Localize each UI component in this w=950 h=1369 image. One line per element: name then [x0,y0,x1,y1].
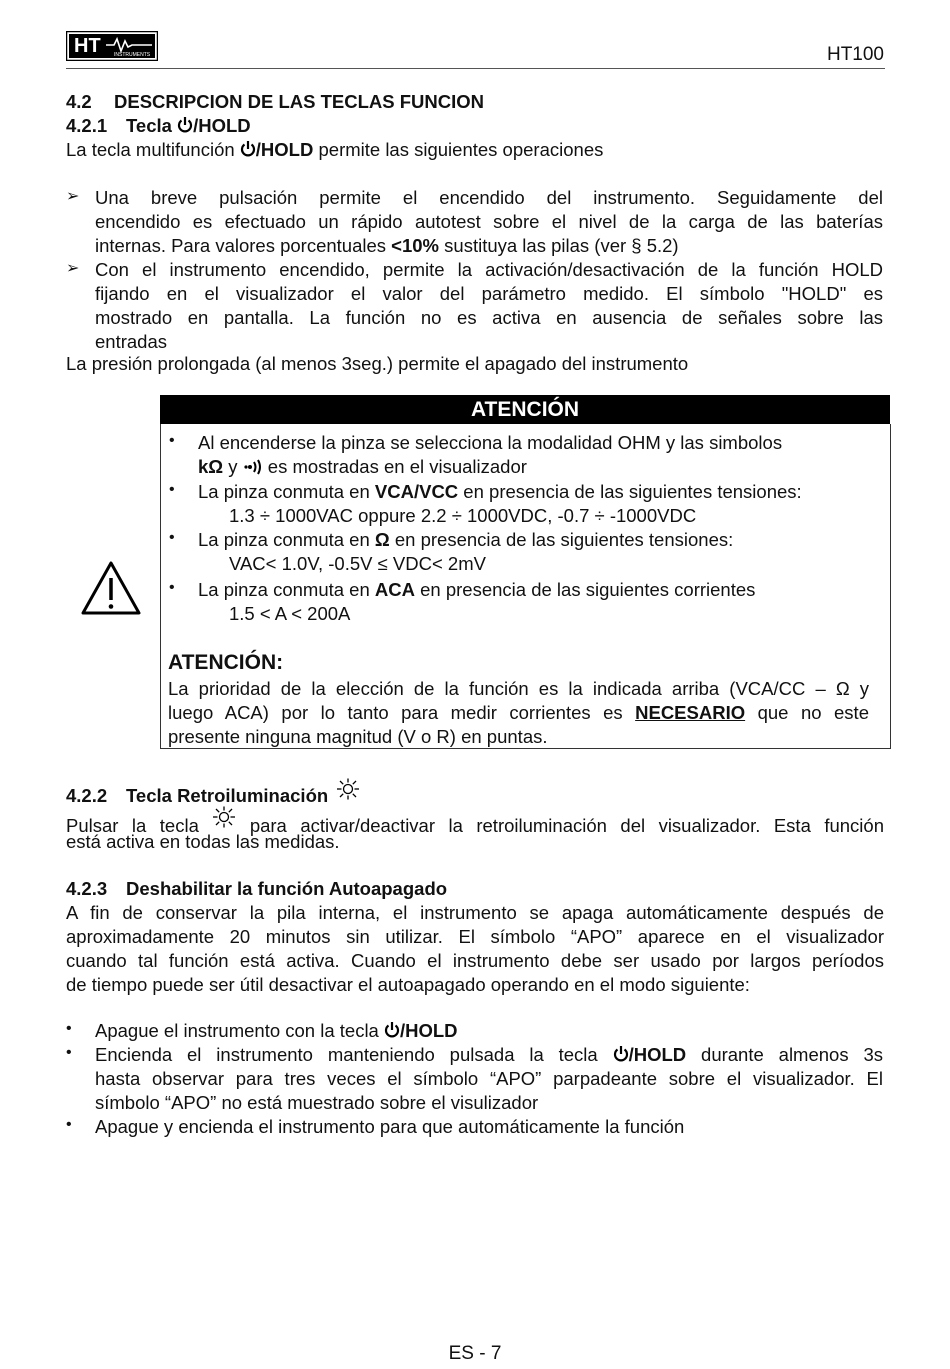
warning-item3-bold: Ω [374,529,390,550]
bullet-dot: • [169,481,175,498]
necesario-emphasis: NECESARIO [635,702,746,723]
bullet1-line2: encendido es efectuado un rápido autotest sobre el nivel de la carga de las baterías [95,211,883,232]
subsection-number: 4.2.3 [66,878,108,899]
ht-instruments-logo [66,31,158,61]
warning-item3-post: en presencia de las siguientes tensiones: [389,529,734,550]
intro-bold: /HOLD [255,139,314,160]
autooff-step2-line1 [95,1043,883,1067]
autooff-para-line1: A fin de conservar la pila interna, el instrumento se apaga automáticamente después de [66,902,884,923]
svg-text:HT: HT [74,35,101,57]
autooff-para-line3: cuando tal función está activa. Cuando el instrumento debe ser usado por largos períodos [66,950,884,971]
intro-text [66,138,884,162]
subsection-heading [66,114,884,138]
warning-item4-bold: ACA [374,579,415,600]
power-icon [613,1045,629,1063]
model-label: HT100 [826,44,884,65]
bullet-dot: • [169,432,175,449]
warning-item3-pre: La pinza conmuta en [198,529,375,550]
subsection-title-suffix: /HOLD [193,115,251,136]
warning-para-post: que no este [745,702,869,723]
long-press-text: La presión prolongada (al menos 3seg.) permite el apagado del instrumento [66,353,689,374]
arrow-bullet: ➢ [66,188,80,205]
subsection-number: 4.2.1 [66,115,108,136]
bullet2-line2: fijando en el visualizador el valor del parámetro medido. El símbolo "HOLD" es [95,283,883,304]
warning-item4-post: en presencia de las siguientes corrientes [415,579,756,600]
bullet1-line3-bold: <10% [391,235,440,256]
warning-title: ATENCIÓN [160,395,890,424]
warning-item1-line1: Al encenderse la pinza se selecciona la modalidad OHM y las simbolos [198,432,783,453]
warning-para-line1: La prioridad de la elección de la función es la indicada arriba (VCA/CC – Ω y [168,678,869,699]
bullet1-line1: Una breve pulsación permite el encendido del instrumento. Seguidamente del [95,187,883,208]
kohm-symbol: kΩ [198,456,224,477]
autooff-step3: Apague y encienda el instrumento para que automáticamente la función [95,1116,685,1137]
autooff-step2-line2: hasta observar para tres veces el símbolo “APO” parpadeante sobre el visualizador. El [95,1068,883,1089]
section-heading [66,90,884,114]
autooff-step1-pre: Apague el instrumento con la tecla [95,1020,384,1041]
warning-item4-line2: 1.5 < A < 200A [229,603,351,624]
autooff-step2-line3: símbolo “APO” no está muestrado sobre el visulizador [95,1092,539,1113]
intro-post: permite las siguientes operaciones [313,139,604,160]
warning-para-line2 [168,701,869,725]
subsection-number: 4.2.2 [66,785,108,806]
section-number: 4.2 [66,91,92,112]
warning-item2-line2: 1.3 ÷ 1000VAC oppure 2.2 ÷ 1000VDC, -0.7 ÷ -1000VDC [229,505,697,526]
bullet2-line1: Con el instrumento encendido, permite la activación/desactivación de la función HOLD [95,259,883,280]
bullet-dot: • [66,1044,72,1061]
subsection-heading [66,877,884,901]
autooff-step2-post: durante almenos 3s [686,1044,883,1065]
intro-pre: La tecla multifunción [66,139,240,160]
backlight-sun-icon [336,778,360,800]
bullet-dot: • [66,1020,72,1037]
warning-para-line3: presente ninguna magnitud (V o R) en puntas. [168,726,548,747]
bullet1-line3-post: sustituya las pilas (ver § 5.2) [439,235,679,256]
power-icon [240,140,256,158]
subsection-title: Tecla Retroiluminación [126,785,329,806]
autooff-step1 [95,1019,883,1043]
warning-item2-post: en presencia de las siguientes tensiones: [458,481,802,502]
autooff-para-line2: aproximadamente 20 minutos sin utilizar. El símbolo “APO” aparece en el visualizador [66,926,884,947]
bullet-dot: • [169,529,175,546]
warning-subtitle: ATENCIÓN: [168,651,284,674]
bullet1-line3-pre: internas. Para valores porcentuales [95,235,392,256]
warning-para-pre: luego ACA) por lo tanto para medir corrientes es [168,702,636,723]
power-icon [384,1021,400,1039]
bullet-dot: • [66,1116,72,1133]
page-number: ES - 7 [448,1343,502,1364]
backlight-post: para activar/deactivar la retroiluminación del visualizador. Esta función [236,815,884,836]
warning-item2-pre: La pinza conmuta en [198,481,375,502]
warning-item3-line1 [198,528,733,552]
continuity-buzzer-icon [243,459,263,475]
autooff-step2-pre: Encienda el instrumento manteniendo pulsada la tecla [95,1044,613,1065]
warning-item1-line2 [198,455,527,479]
subsection-title: Tecla [126,115,178,136]
warning-item3-line2: VAC< 1.0V, -0.5V ≤ VDC< 2mV [229,553,486,574]
power-icon [177,116,193,134]
warning-item4-pre: La pinza conmuta en [198,579,375,600]
autooff-step2-bold: /HOLD [628,1044,687,1065]
warning-item2-line1 [198,480,802,504]
warning-item1-post: es mostradas en el visualizador [262,456,527,477]
header-divider [66,68,885,69]
autooff-step1-bold: /HOLD [399,1020,458,1041]
warning-item1-mid: y [223,456,243,477]
subsection-heading [66,778,884,808]
subsection-title: Deshabilitar la función Autoapagado [126,878,448,899]
svg-text:INSTRUMENTS: INSTRUMENTS [114,52,151,58]
arrow-bullet: ➢ [66,260,80,277]
backlight-sun-icon [212,806,236,828]
autooff-para-line4: de tiempo puede ser útil desactivar el autoapagado operando en el modo siguiente: [66,974,750,995]
bullet2-line4: entradas [95,331,167,352]
warning-triangle-icon [80,560,142,616]
warning-item2-bold: VCA/VCC [374,481,459,502]
bullet1-line3 [95,234,883,258]
section-title: DESCRIPCION DE LAS TECLAS FUNCION [114,91,485,112]
bullet2-line3: mostrado en pantalla. La función no es activa en ausencia de señales sobre las [95,307,883,328]
backlight-line2: está activa en todas las medidas. [66,831,340,852]
warning-item4-line1 [198,578,755,602]
bullet-dot: • [169,579,175,596]
backlight-pre: Pulsar la tecla [66,815,213,836]
